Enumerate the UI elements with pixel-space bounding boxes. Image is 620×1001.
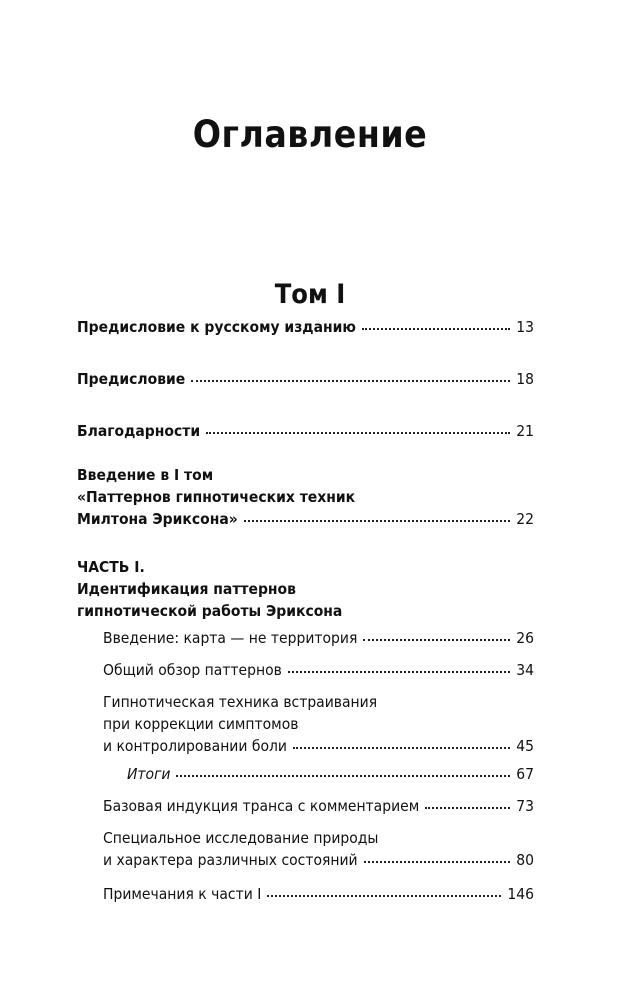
toc-page-number: 67 (516, 765, 534, 783)
toc-entry-text: Общий обзор паттернов (103, 661, 282, 679)
part-heading-line: ЧАСТЬ I. (77, 558, 145, 576)
toc-entry-text: Итоги (127, 765, 171, 783)
part-heading-line: Идентификация паттернов (77, 580, 296, 598)
toc-entry-text: Примечания к части I (103, 885, 262, 903)
toc-page-number: 18 (516, 370, 534, 388)
part-heading (77, 556, 342, 622)
page-title: Оглавление (192, 112, 428, 156)
dot-leader (425, 807, 510, 809)
dot-leader (191, 380, 510, 382)
toc-entry-text: Предисловие к русскому изданию (77, 318, 356, 336)
dot-leader (206, 432, 510, 434)
dot-leader (363, 639, 510, 641)
toc-entry-states-study[interactable] (103, 827, 534, 871)
toc-entry-text: Благодарности (77, 422, 201, 440)
dot-leader (362, 328, 510, 330)
toc-page-number: 146 (507, 885, 534, 903)
dot-leader (267, 895, 501, 897)
toc-page-number: 22 (516, 510, 534, 528)
toc-entry-russian-preface[interactable] (77, 316, 534, 338)
toc-entry-embedding-technique[interactable] (103, 691, 534, 757)
dot-leader (288, 671, 510, 673)
toc-page-number: 21 (516, 422, 534, 440)
toc-entry-text: Введение: карта — не территория (103, 629, 358, 647)
dot-leader (293, 747, 510, 749)
volume-title: Том I (274, 279, 346, 311)
toc-page-number: 26 (516, 629, 534, 647)
toc-entry-line: «Паттернов гипнотических техник (77, 488, 356, 506)
toc-entry-line: Гипнотическая техника встраивания (103, 693, 378, 711)
toc-entry-line: и характера различных состояний (103, 851, 358, 869)
toc-page-number: 34 (516, 661, 534, 679)
toc-page-number: 73 (516, 797, 534, 815)
toc-entry-basic-induction[interactable] (103, 795, 534, 817)
dot-leader (364, 861, 511, 863)
toc-entry-line: при коррекции симптомов (103, 715, 299, 733)
toc-entry-part1-notes[interactable] (103, 883, 534, 905)
toc-entry-introduction[interactable] (77, 464, 534, 530)
toc-entry-map-territory[interactable] (103, 627, 534, 649)
toc-entry-line: Милтона Эриксона» (77, 510, 238, 528)
toc-entry-text: Базовая индукция транса с комментарием (103, 797, 420, 815)
toc-entry-line: Специальное исследование природы (103, 829, 379, 847)
toc-page-number: 80 (516, 851, 534, 869)
toc-entry-line: Введение в I том (77, 466, 214, 484)
toc-entry-preface[interactable] (77, 368, 534, 390)
toc-entry-text: Предисловие (77, 370, 186, 388)
part-heading-line: гипнотической работы Эриксона (77, 602, 343, 620)
toc-page-number: 13 (516, 318, 534, 336)
dot-leader (244, 520, 510, 522)
toc-page-number: 45 (516, 737, 534, 755)
dot-leader (176, 775, 510, 777)
toc-entry-acknowledgements[interactable] (77, 420, 534, 442)
toc-entry-line: и контролировании боли (103, 737, 287, 755)
toc-entry-patterns-overview[interactable] (103, 659, 534, 681)
toc-entry-summary[interactable] (127, 763, 534, 785)
